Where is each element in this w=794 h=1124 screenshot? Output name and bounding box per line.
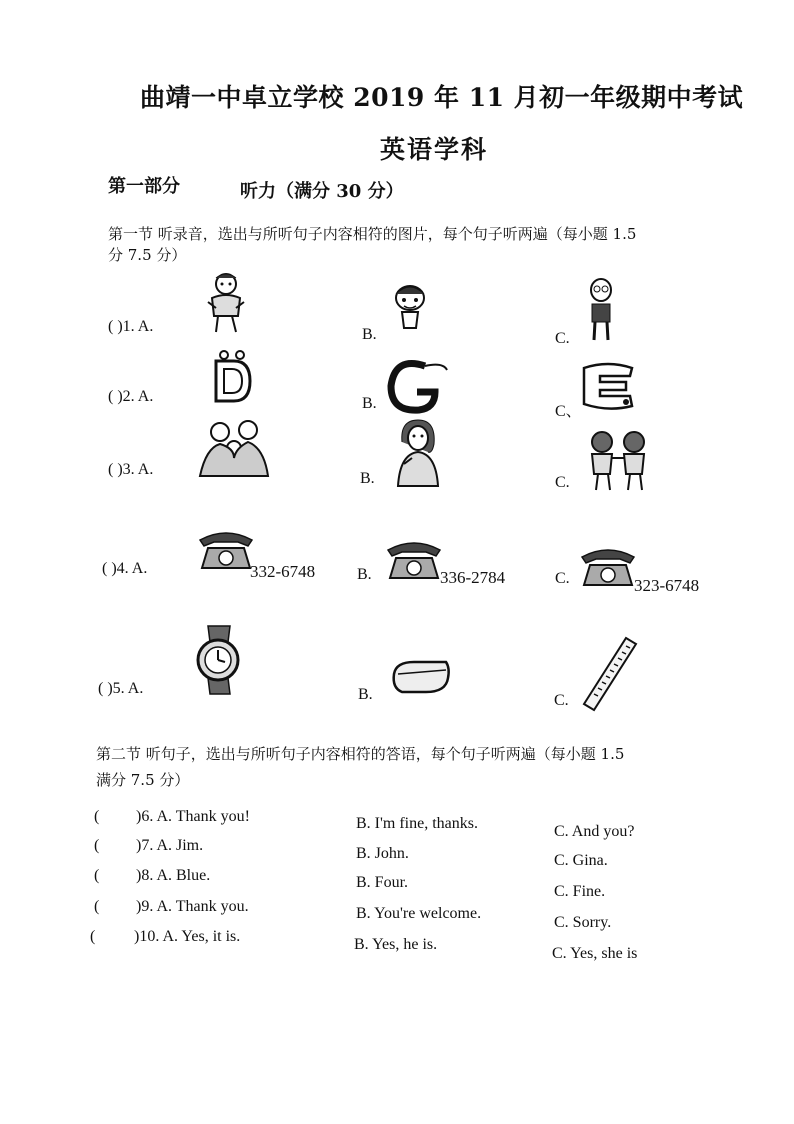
question-4-stem: ( )4. A.	[102, 560, 148, 577]
girl-portrait-icon[interactable]	[392, 418, 442, 492]
two-girls-icon[interactable]	[580, 428, 658, 496]
part-name: 听力（满分 30 分）	[240, 181, 404, 202]
question-9-paren: (	[94, 898, 100, 915]
question-1-option-b: B.	[362, 326, 377, 343]
question-10-paren: (	[90, 928, 96, 945]
question-5-stem: ( )5. A.	[98, 680, 144, 697]
boy-head-icon[interactable]	[388, 282, 432, 336]
letter-e-icon[interactable]	[578, 358, 638, 418]
question-4-option-c: C.	[555, 570, 570, 587]
question-8-option-c: C. Fine.	[554, 883, 606, 900]
question-6-option-b: B. I'm fine, thanks.	[356, 815, 478, 832]
question-1-stem: ( )1. A.	[108, 318, 154, 335]
section1-instruction-line2: 分 7.5 分）	[108, 246, 187, 264]
question-8-option-b: B. Four.	[356, 874, 409, 891]
eraser-icon[interactable]	[390, 656, 452, 700]
section2-instruction-line2: 满分 7.5 分）	[96, 771, 190, 789]
question-2-option-b: B.	[362, 395, 377, 412]
question-3-option-b: B.	[360, 470, 375, 487]
man-with-glasses-icon[interactable]	[584, 276, 618, 346]
telephone-icon[interactable]	[386, 538, 442, 586]
telephone-icon[interactable]	[198, 528, 254, 576]
question-7-option-a: )7. A. Jim.	[136, 837, 204, 854]
question-4-option-b: B.	[357, 566, 372, 583]
letter-d-icon[interactable]	[210, 347, 254, 409]
ruler-icon[interactable]	[580, 636, 640, 716]
question-3-stem: ( )3. A.	[108, 461, 154, 478]
question-9-option-c: C. Sorry.	[554, 914, 612, 931]
telephone-icon[interactable]	[580, 545, 636, 593]
subject-title: 英语学科	[380, 135, 489, 164]
question-8-option-a: )8. A. Blue.	[136, 867, 211, 884]
section1-instruction-line1: 第一节 听录音，选出与所听句子内容相符的图片，每个句子听两遍（每小题 1.5	[108, 225, 637, 243]
question-6-option-a: )6. A. Thank you!	[136, 808, 250, 825]
question-2-stem: ( )2. A.	[108, 388, 154, 405]
section2-instruction-line1: 第二节 听句子，选出与所听句子内容相符的答语，每个句子听两遍（每小题 1.5	[96, 745, 625, 763]
phone-number-c: 323-6748	[634, 576, 700, 595]
question-10-option-a: )10. A. Yes, it is.	[134, 928, 241, 945]
letter-g-icon[interactable]	[385, 358, 451, 418]
question-7-option-b: B. John.	[356, 845, 409, 862]
question-2-option-c: C、	[555, 403, 582, 420]
question-3-option-c: C.	[555, 474, 570, 491]
boy-figure-icon[interactable]	[200, 272, 248, 338]
exam-title: 曲靖一中卓立学校 2019 年 11 月初一年级期中考试	[140, 83, 744, 112]
phone-number-b: 336-2784	[440, 568, 506, 587]
question-5-option-b: B.	[358, 686, 373, 703]
question-6-option-c: C. And you?	[554, 823, 635, 840]
phone-number-a: 332-6748	[250, 562, 316, 581]
question-10-option-b: B. Yes, he is.	[354, 936, 438, 953]
part-label: 第一部分	[108, 176, 180, 197]
question-9-option-b: B. You're welcome.	[356, 905, 482, 922]
question-1-option-c: C.	[555, 330, 570, 347]
question-7-paren: (	[94, 837, 100, 854]
question-5-option-c: C.	[554, 692, 569, 709]
question-10-option-c: C. Yes, she is	[552, 945, 638, 962]
watch-icon[interactable]	[190, 624, 244, 700]
question-6-paren: (	[94, 808, 100, 825]
family-photo-icon[interactable]	[196, 418, 272, 482]
question-7-option-c: C. Gina.	[554, 852, 608, 869]
question-9-option-a: )9. A. Thank you.	[136, 898, 249, 915]
question-8-paren: (	[94, 867, 100, 884]
